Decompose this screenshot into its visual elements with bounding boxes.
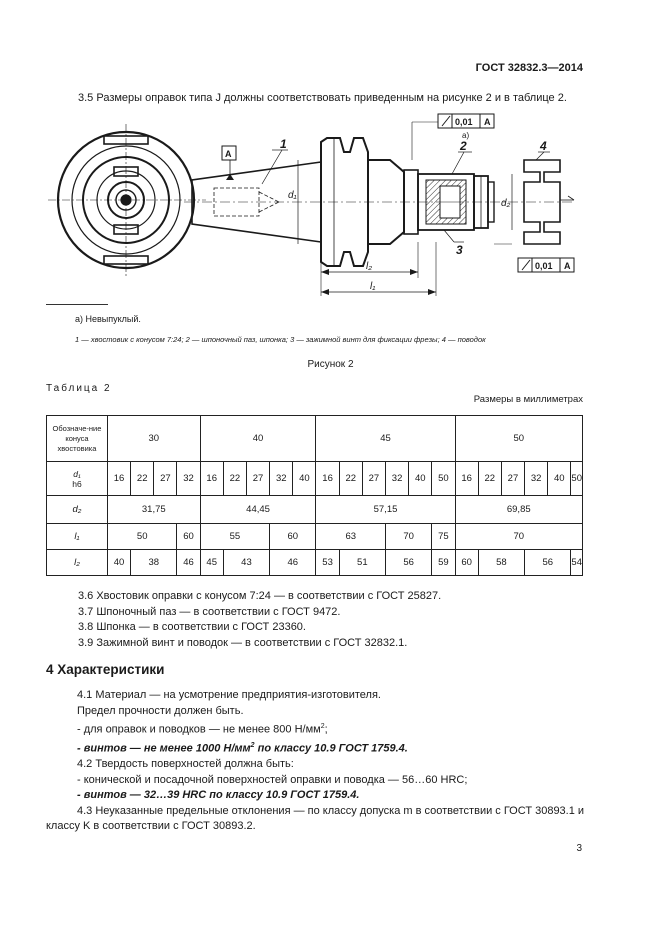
table-cell: 40: [107, 550, 130, 576]
group-header: 45: [316, 416, 455, 462]
table-cell: 32: [270, 462, 293, 496]
clause-3-8: 3.8 Шпонка — в соответствии с ГОСТ 23360.: [78, 621, 306, 633]
mandrel-drawing: [44, 112, 604, 302]
table-cell: 22: [339, 462, 362, 496]
table-row: [47, 550, 583, 576]
table-cell: 50: [432, 462, 455, 496]
clauses-3-6-to-3-9: [78, 589, 441, 651]
table-cell: 16: [316, 462, 339, 496]
section-4-body: [46, 688, 586, 835]
table-cell: 53: [316, 550, 339, 576]
document-code: ГОСТ 32832.3—2014: [475, 62, 583, 74]
table-cell: 63: [316, 524, 386, 550]
group-header: 30: [107, 416, 200, 462]
table-cell: 59: [432, 550, 455, 576]
table-units: Размеры в миллиметрах: [473, 394, 583, 405]
table-cell: 40: [293, 462, 316, 496]
table-cell: 27: [246, 462, 269, 496]
figure-caption: Рисунок 2: [307, 359, 354, 370]
header-cell: Обозначе-ние конуса хвостовика: [47, 416, 108, 462]
table-cell: 38: [131, 550, 177, 576]
table-cell: 40: [548, 462, 571, 496]
table-cell: 32: [177, 462, 200, 496]
table-cell: 75: [432, 524, 455, 550]
table-cell: 46: [270, 550, 316, 576]
table-cell: 16: [200, 462, 223, 496]
strength-intro: Предел прочности должен быть.: [77, 704, 244, 717]
table-cell: 22: [223, 462, 246, 496]
row-label: l₂: [47, 550, 108, 576]
row-label: l₁: [47, 524, 108, 550]
table-row: [47, 496, 583, 524]
row-label: d₂: [47, 496, 108, 524]
table-cell: 16: [455, 462, 478, 496]
table-cell: 27: [154, 462, 177, 496]
table-cell: 45: [200, 550, 223, 576]
table-cell: 70: [455, 524, 582, 550]
table-row: [47, 524, 583, 550]
table-cell: 58: [478, 550, 524, 576]
figure-legend: 1 — хвостовик с конусом 7:24; 2 — шпоночный паз, шпонка; 3 — зажимной винт для фиксации фрезы; 4 — поводок: [75, 335, 486, 344]
table-cell: 46: [177, 550, 200, 576]
table-cell: 55: [200, 524, 270, 550]
table-cell: 56: [525, 550, 571, 576]
table-cell: 51: [339, 550, 385, 576]
table-cell: 32: [386, 462, 409, 496]
tolerance-value-top: 0,01: [455, 117, 473, 127]
table-row: [47, 462, 583, 496]
table-cell: 54: [571, 550, 583, 576]
table-cell: 50: [571, 462, 583, 496]
tolerance-value-bottom: 0,01: [535, 261, 553, 271]
table-cell: 69,85: [455, 496, 582, 524]
table-cell: 57,15: [316, 496, 455, 524]
footnote: а) Невыпуклый.: [75, 314, 141, 324]
table-cell: 43: [223, 550, 269, 576]
table-cell: 60: [455, 550, 478, 576]
tolerance-ref-bottom: A: [564, 261, 571, 271]
part-number-4: 4: [540, 139, 547, 153]
table-cell: 22: [131, 462, 154, 496]
clause-4-2: 4.2 Твердость поверхностей должна быть:: [77, 758, 294, 771]
table-row: [47, 416, 583, 462]
table-cell: 16: [107, 462, 130, 496]
section-4-title: 4 Характеристики: [46, 662, 165, 677]
table-cell: 70: [386, 524, 432, 550]
tolerance-ref-top: A: [484, 117, 491, 127]
table-cell: 60: [177, 524, 200, 550]
clause-3-7: 3.7 Шпоночный паз — в соответствии с ГОСТ 9472.: [78, 605, 341, 618]
intro-paragraph: 3.5 Размеры оправок типа J должны соответствовать приведенным на рисунке 2 и в таблице 2.: [78, 92, 567, 104]
dimensions-table: [46, 415, 583, 576]
strength-screws: - винтов — не менее 1000 $Н/мм^2$ по классу 10.9 ГОСТ 1759.4.: [77, 742, 408, 755]
table-label: Таблица 2: [46, 383, 112, 394]
table-cell: 22: [478, 462, 501, 496]
group-header: 40: [200, 416, 316, 462]
page-number: 3: [576, 843, 582, 854]
table-cell: 32: [525, 462, 548, 496]
part-number-3: 3: [456, 243, 463, 257]
l2-label: l₂: [366, 261, 373, 272]
group-header: 50: [455, 416, 582, 462]
d1-row-sublabel: h6: [72, 478, 82, 489]
table-cell: 56: [386, 550, 432, 576]
d2-label: d₂: [501, 198, 511, 209]
part-number-1: 1: [280, 137, 287, 151]
part-number-2: 2: [460, 139, 467, 153]
l1-label: l₁: [370, 281, 376, 292]
hardness-screws: - винтов — 32…39 HRC по классу 10.9 ГОСТ 1759.4.: [77, 789, 360, 802]
strength-mandrels: - для оправок и поводков — не менее 800 $Н/мм^2$;: [77, 723, 328, 736]
clause-3-9: 3.9 Зажимной винт и поводок — в соответствии с ГОСТ 32832.1.: [78, 636, 408, 649]
d1-row-label: d₁: [73, 468, 81, 479]
clause-4-3: 4.3 Неуказанные предельные отклонения — по классу допуска m в соответствии с ГОСТ 30893.1 и классу K в соответствии с ГОСТ 30893.2.: [46, 804, 585, 833]
clause-4-1: 4.1 Материал — на усмотрение предприятия-изготовителя.: [77, 689, 381, 701]
table-cell: 31,75: [107, 496, 200, 524]
clause-3-6: 3.6 Хвостовик оправки с конусом 7:24 — в соответствии с ГОСТ 25827.: [78, 590, 442, 602]
note-a-marker: а): [462, 131, 470, 140]
footnote-separator: [46, 304, 108, 305]
d1-label: d₁: [288, 190, 297, 201]
table-cell: 60: [270, 524, 316, 550]
table-cell: 44,45: [200, 496, 316, 524]
table-cell: 27: [362, 462, 385, 496]
hardness-mandrels: - конической и посадочной поверхностей оправки и поводка — 56…60 HRC;: [77, 773, 468, 786]
row-label: [47, 462, 108, 496]
table-cell: 40: [409, 462, 432, 496]
table-cell: 50: [107, 524, 177, 550]
table-cell: 27: [501, 462, 524, 496]
end-view: [48, 124, 206, 278]
datum-letter: A: [225, 149, 232, 159]
